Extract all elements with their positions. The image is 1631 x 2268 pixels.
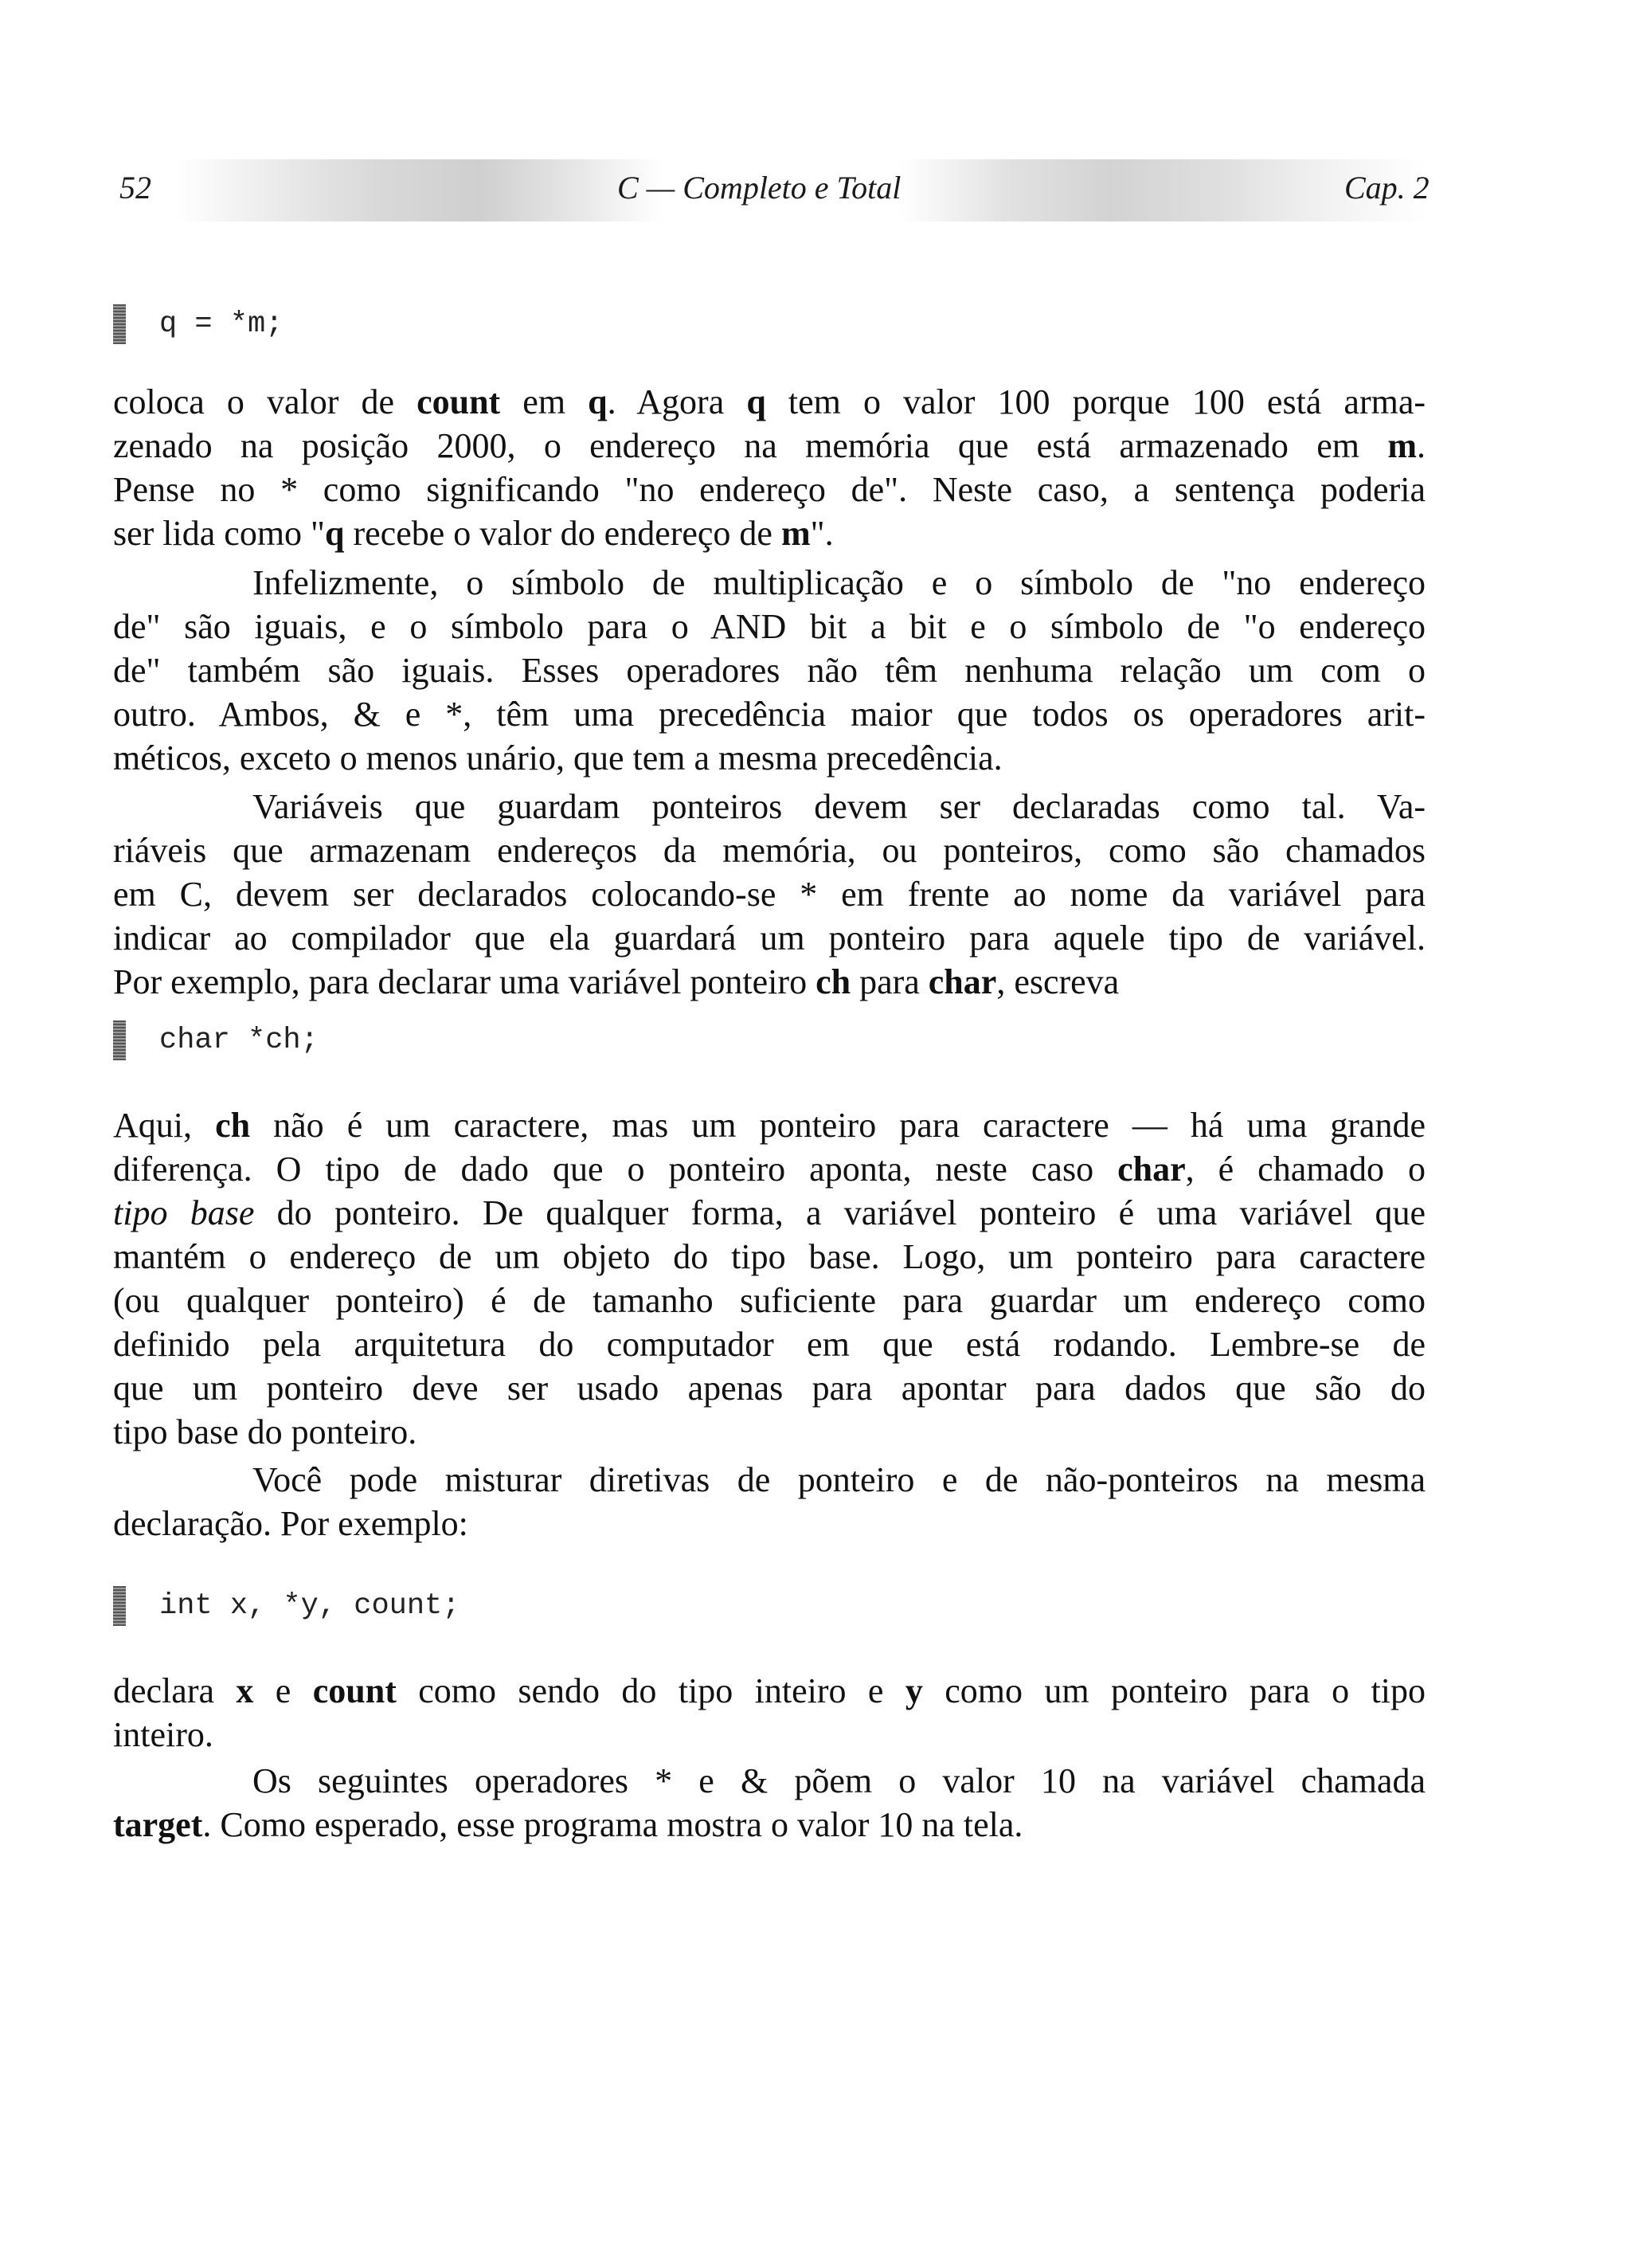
paragraph-symbols bbox=[113, 561, 1426, 780]
code-block-char bbox=[113, 1020, 319, 1061]
text-line: coloca o valor de count em q. Agora q tem o valor 100 porque 100 está arma- bbox=[113, 382, 1426, 421]
text-line: target. Como esperado, esse programa mostra o valor 10 na tela. bbox=[113, 1805, 1023, 1844]
text-line: de" são iguais, e o símbolo para o AND bit a bit e o símbolo de "o endereço bbox=[113, 607, 1426, 646]
text-line: méticos, exceto o menos unário, que tem a mesma precedência. bbox=[113, 738, 1003, 778]
text-line: indicar ao compilador que ela guardará um ponteiro para aquele tipo de variável. bbox=[113, 919, 1426, 958]
text-line: diferença. O tipo de dado que o ponteiro aponta, neste caso char, é chamado o bbox=[113, 1150, 1426, 1189]
code-line: char *ch; bbox=[159, 1024, 319, 1057]
paragraph-target bbox=[113, 1759, 1426, 1847]
code-marker-icon bbox=[113, 1586, 126, 1626]
text-line: Você pode misturar diretivas de ponteiro e de não-ponteiros na mesma bbox=[252, 1460, 1426, 1499]
text-line: zenado na posição 2000, o endereço na memória que está armazenado em m. bbox=[113, 426, 1426, 465]
paragraph-count-in-q bbox=[113, 380, 1426, 555]
page-number: 52 bbox=[119, 170, 151, 206]
text-line: Por exemplo, para declarar uma variável ponteiro ch para char, escreva bbox=[113, 962, 1120, 1001]
text-line: tipo base do ponteiro. bbox=[113, 1412, 417, 1451]
text-line: riáveis que armazenam endereços da memória, ou ponteiros, como são chamados bbox=[113, 831, 1426, 870]
text-line: declara x e count como sendo do tipo inteiro e y como um ponteiro para o tipo bbox=[113, 1671, 1426, 1710]
text-line: mantém o endereço de um objeto do tipo base. Logo, um ponteiro para caractere bbox=[113, 1237, 1426, 1276]
text-line: de" também são iguais. Esses operadores não têm nenhuma relação um com o bbox=[113, 651, 1426, 690]
code-block-q-assign bbox=[113, 304, 283, 345]
paragraph-pointer-declaration bbox=[113, 785, 1426, 1004]
chapter-label: Cap. 2 bbox=[1344, 170, 1430, 206]
text-line: (ou qualquer ponteiro) é de tamanho suficiente para guardar um endereço como bbox=[113, 1281, 1426, 1320]
code-block-int bbox=[113, 1585, 460, 1627]
code-marker-icon bbox=[113, 304, 126, 344]
running-title: C — Completo e Total bbox=[617, 170, 902, 206]
paragraph-base-type bbox=[113, 1103, 1426, 1454]
code-line: q = *m; bbox=[159, 307, 284, 341]
text-line: Infelizmente, o símbolo de multiplicação e o símbolo de "no endereço bbox=[252, 563, 1426, 602]
code-line: int x, *y, count; bbox=[159, 1589, 460, 1623]
text-line: ser lida como "q recebe o valor do endereço de m". bbox=[113, 514, 834, 553]
paragraph-declares bbox=[113, 1669, 1426, 1757]
text-line: Pense no * como significando "no endereço de". Neste caso, a sentença poderia bbox=[113, 470, 1426, 509]
text-line: Os seguintes operadores * e & põem o valor 10 na variável chamada bbox=[252, 1761, 1426, 1800]
text-line: outro. Ambos, & e *, têm uma precedência maior que todos os operadores arit- bbox=[113, 695, 1426, 734]
text-line: declaração. Por exemplo: bbox=[113, 1504, 468, 1543]
paragraph-mixing bbox=[113, 1458, 1426, 1545]
text-line: definido pela arquitetura do computador em que está rodando. Lembre-se de bbox=[113, 1325, 1426, 1364]
text-line: inteiro. bbox=[113, 1715, 213, 1754]
text-line: Aqui, ch não é um caractere, mas um ponteiro para caractere — há uma grande bbox=[113, 1106, 1426, 1145]
text-line: que um ponteiro deve ser usado apenas para apontar para dados que são do bbox=[113, 1369, 1426, 1408]
text-line: Variáveis que guardam ponteiros devem ser declaradas como tal. Va- bbox=[252, 787, 1426, 826]
code-marker-icon bbox=[113, 1020, 126, 1060]
text-line: em C, devem ser declarados colocando-se * em frente ao nome da variável para bbox=[113, 875, 1426, 914]
text-line: tipo base do ponteiro. De qualquer forma, a variável ponteiro é uma variável que bbox=[113, 1193, 1426, 1232]
